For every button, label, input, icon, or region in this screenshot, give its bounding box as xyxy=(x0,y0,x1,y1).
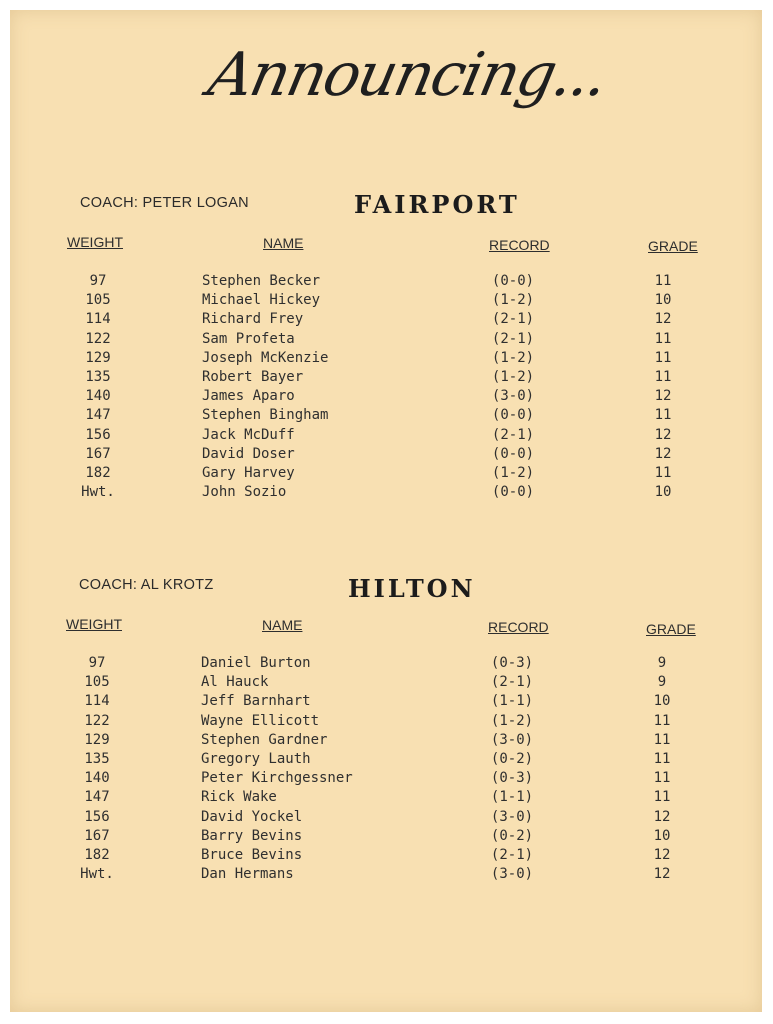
weight-cell: 97 xyxy=(89,273,107,289)
grade-cell: 12 xyxy=(654,311,672,328)
wrestler-name: Joseph McKenzie xyxy=(202,349,329,366)
wrestler-name: Stephen Gardner xyxy=(201,731,328,748)
weight-cell: 122 xyxy=(84,712,110,729)
wrestler-name: Stephen Becker xyxy=(202,273,321,289)
weight-cell: 140 xyxy=(85,388,111,405)
grade-cell: 11 xyxy=(653,789,671,806)
page-headline: Announcing... xyxy=(202,40,613,110)
weight-cell: 122 xyxy=(85,330,111,347)
record-cell: (1-2) xyxy=(491,464,535,481)
weight-header: WEIGHT xyxy=(66,616,122,632)
wrestler-name: David Yockel xyxy=(201,808,303,825)
grade-cell: 12 xyxy=(654,388,672,405)
grade-cell: 10 xyxy=(654,292,672,309)
grade-cell: 11 xyxy=(653,731,671,748)
grade-cell: 11 xyxy=(653,712,671,729)
wrestler-name: Barry Bevins xyxy=(201,827,303,844)
wrestler-name: Wayne Ellicott xyxy=(201,712,320,729)
weight-cell: Hwt. xyxy=(81,484,115,501)
weight-cell: 182 xyxy=(85,464,111,481)
record-cell: (2-1) xyxy=(490,674,534,691)
grade-cell: 11 xyxy=(654,407,672,424)
grade-header: GRADE xyxy=(648,238,698,254)
grade-cell: 12 xyxy=(654,426,672,443)
weight-cell: 140 xyxy=(84,770,110,787)
wrestler-name: Richard Frey xyxy=(202,311,304,328)
wrestler-name: Daniel Burton xyxy=(201,655,311,671)
grade-cell: 10 xyxy=(654,484,672,501)
record-cell: (0-0) xyxy=(491,273,535,289)
weight-cell: 156 xyxy=(85,426,111,443)
weight-cell: 114 xyxy=(85,311,111,328)
coach-name: COACH: PETER LOGAN xyxy=(80,195,249,211)
record-cell: (2-1) xyxy=(491,311,535,328)
grade-cell: 12 xyxy=(653,808,671,825)
record-cell: (2-1) xyxy=(491,330,535,347)
name-header: NAME xyxy=(263,235,304,251)
grade-cell: 11 xyxy=(654,273,672,289)
wrestler-name: Michael Hickey xyxy=(202,292,321,309)
wrestler-name: Bruce Bevins xyxy=(201,846,303,863)
program-page xyxy=(10,10,762,1012)
weight-cell: 129 xyxy=(84,731,110,748)
school-name: FAIRPORT xyxy=(354,190,520,219)
wrestler-name: John Sozio xyxy=(202,484,287,501)
weight-cell: 167 xyxy=(84,827,110,844)
wrestler-name: David Doser xyxy=(202,445,295,462)
wrestler-name: Peter Kirchgessner xyxy=(201,770,353,787)
weight-cell: 105 xyxy=(85,292,111,309)
weight-cell: 129 xyxy=(85,349,111,366)
grade-cell: 12 xyxy=(654,445,672,462)
weight-cell: 114 xyxy=(84,693,110,710)
weight-cell: 135 xyxy=(85,368,111,385)
grade-header: GRADE xyxy=(646,621,696,637)
record-cell: (1-2) xyxy=(490,712,534,729)
wrestler-name: Robert Bayer xyxy=(202,368,304,385)
wrestler-name: Stephen Bingham xyxy=(202,407,329,424)
weight-cell: 156 xyxy=(84,808,110,825)
record-cell: (0-3) xyxy=(490,655,534,671)
weight-cell: Hwt. xyxy=(80,866,114,883)
grade-cell: 11 xyxy=(654,330,672,347)
grade-cell: 11 xyxy=(653,770,671,787)
wrestler-name: Gregory Lauth xyxy=(201,750,311,767)
record-cell: (2-1) xyxy=(490,846,534,863)
wrestler-name: Sam Profeta xyxy=(202,330,295,347)
name-header: NAME xyxy=(262,617,303,633)
weight-cell: 167 xyxy=(85,445,111,462)
record-cell: (0-2) xyxy=(490,827,534,844)
record-cell: (0-2) xyxy=(490,750,534,767)
grade-cell: 12 xyxy=(653,866,671,883)
weight-cell: 105 xyxy=(84,674,110,691)
weight-cell: 182 xyxy=(84,846,110,863)
grade-cell: 10 xyxy=(653,693,671,710)
record-cell: (3-0) xyxy=(490,866,534,883)
grade-cell: 11 xyxy=(654,368,672,385)
record-cell: (2-1) xyxy=(491,426,535,443)
grade-cell: 9 xyxy=(657,655,667,671)
wrestler-name: Gary Harvey xyxy=(202,464,295,481)
record-cell: (3-0) xyxy=(490,808,534,825)
wrestler-name: Al Hauck xyxy=(201,674,269,691)
grade-cell: 11 xyxy=(654,464,672,481)
wrestler-name: Jack McDuff xyxy=(202,426,295,443)
coach-name: COACH: AL KROTZ xyxy=(79,577,214,593)
record-cell: (1-1) xyxy=(490,693,534,710)
weight-cell: 135 xyxy=(84,750,110,767)
grade-cell: 11 xyxy=(653,750,671,767)
record-cell: (0-0) xyxy=(491,484,535,501)
grade-cell: 11 xyxy=(654,349,672,366)
record-cell: (1-2) xyxy=(491,368,535,385)
wrestler-name: Dan Hermans xyxy=(201,866,294,883)
record-header: RECORD xyxy=(488,619,549,635)
record-cell: (0-3) xyxy=(490,770,534,787)
wrestler-name: Rick Wake xyxy=(201,789,277,806)
grade-cell: 9 xyxy=(657,674,667,691)
record-cell: (0-0) xyxy=(491,445,535,462)
record-cell: (1-2) xyxy=(491,349,535,366)
weight-cell: 147 xyxy=(84,789,110,806)
record-header: RECORD xyxy=(489,237,550,253)
record-cell: (1-1) xyxy=(490,789,534,806)
weight-cell: 97 xyxy=(88,655,106,671)
record-cell: (3-0) xyxy=(491,388,535,405)
school-name: HILTON xyxy=(348,574,476,603)
weight-cell: 147 xyxy=(85,407,111,424)
record-cell: (3-0) xyxy=(490,731,534,748)
grade-cell: 10 xyxy=(653,827,671,844)
record-cell: (0-0) xyxy=(491,407,535,424)
weight-header: WEIGHT xyxy=(67,234,123,250)
record-cell: (1-2) xyxy=(491,292,535,309)
wrestler-name: Jeff Barnhart xyxy=(201,693,311,710)
wrestler-name: James Aparo xyxy=(202,388,295,405)
grade-cell: 12 xyxy=(653,846,671,863)
